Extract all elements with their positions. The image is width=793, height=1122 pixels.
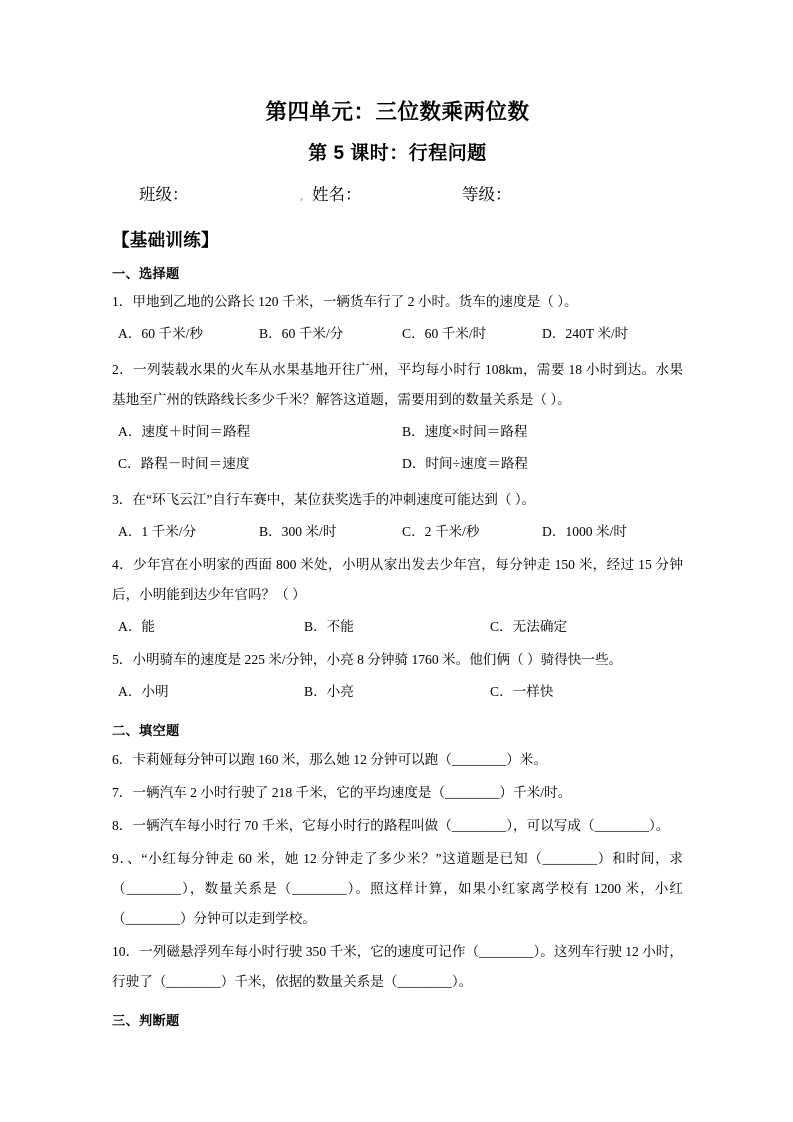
section-basic-training: 【基础训练】	[112, 229, 219, 250]
section-fill-in-blank: 二、填空题	[112, 723, 180, 739]
question-2-text: 2．一列装载水果的火车从水果基地开往广州，平均每小时行 108km，需要 18 小时到达。水果基地至广州的铁路线长多少千米？解答这道题，需要用到的数量关系是（ ）。	[112, 362, 683, 408]
question-4-text: 4．少年宫在小明家的西面 800 米处，小明从家出发去少年宫，每分钟走 150 米，经过 15 分钟后，小明能到达少年官吗？（ ）	[112, 557, 683, 603]
option-3-c[interactable]: C．2 千米/秒	[402, 524, 480, 540]
option-4-a[interactable]: A．能	[118, 619, 156, 635]
option-1-b[interactable]: B．60 千米/分	[259, 326, 344, 342]
question-4-options	[112, 610, 683, 642]
option-3-d[interactable]: D．1000 米/时	[542, 524, 627, 540]
class-label: 班级：	[139, 184, 189, 204]
question-10-text: 10．一列磁悬浮列车每小时行驶 350 千米，它的速度可记作（________）。这列车行驶 12 小时，行驶了（________）千米，依据的数量关系是（________）。	[112, 943, 683, 989]
question-1-text: 1．甲地到乙地的公路长 120 千米，一辆货车行了 2 小时。货车的速度是（ ）。	[112, 294, 578, 310]
option-2-a[interactable]: A．速度＋时间＝路程	[118, 424, 251, 440]
question-2-options-row2	[112, 447, 683, 479]
student-info-row	[112, 184, 683, 207]
option-4-b[interactable]: B．不能	[304, 619, 354, 635]
question-5-text: 5．小明骑车的速度是 225 米/分钟，小亮 8 分钟骑 1760 米。他们俩（ ）骑得快一些。	[112, 652, 623, 668]
option-1-a[interactable]: A．60 千米/秒	[118, 326, 203, 342]
page-subtitle: 第 5 课时：行程问题	[308, 142, 487, 164]
page-title: 第四单元：三位数乘两位数	[265, 100, 530, 124]
option-2-c[interactable]: C．路程－时间＝速度	[118, 456, 250, 472]
option-2-b[interactable]: B．速度×时间＝路程	[402, 424, 528, 440]
question-3-options	[112, 515, 683, 547]
option-5-a[interactable]: A．小明	[118, 684, 169, 700]
question-1-options	[112, 317, 683, 349]
option-4-c[interactable]: C．无法确定	[490, 619, 568, 635]
question-2-options-row1	[112, 415, 683, 447]
option-2-d[interactable]: D．时间÷速度＝路程	[402, 456, 529, 472]
name-label: 姓名：	[312, 184, 362, 204]
section-choice-questions: 一、选择题	[112, 265, 180, 281]
grade-label: 等级：	[462, 184, 512, 204]
question-5-options	[112, 675, 683, 707]
question-9-text: 9．、“小红每分钟走 60 米，她 12 分钟走了多少米？”这道题是已知（________）和时间，求（________），数量关系是（________）。照这样计算，如果小红家离学校有 1200 米，小红（________）分钟可以走到学校。	[112, 850, 683, 926]
question-8-text: 8．一辆汽车每小时行 70 千米，它每小时行的路程叫做（________），可以写成（________）。	[112, 817, 670, 833]
option-5-c[interactable]: C．一样快	[490, 684, 554, 700]
option-1-c[interactable]: C．60 千米/时	[402, 326, 487, 342]
document-content	[112, 0, 683, 1028]
option-5-b[interactable]: B．小亮	[304, 684, 354, 700]
section-judge-questions: 三、判断题	[112, 1012, 180, 1028]
option-3-a[interactable]: A．1 千米/分	[118, 524, 197, 540]
question-6-text: 6．卡莉娅每分钟可以跑 160 米，那么她 12 分钟可以跑（________）米。	[112, 751, 547, 767]
stray-mark-icon	[300, 198, 303, 201]
question-7-text: 7．一辆汽车 2 小时行驶了 218 千米，它的平均速度是（________）千米/时。	[112, 784, 572, 800]
option-3-b[interactable]: B．300 米/时	[259, 524, 337, 540]
option-1-d[interactable]: D．240T 米/时	[542, 326, 629, 342]
question-3-text: 3．在“环飞云江”自行车赛中，某位获奖选手的冲刺速度可能达到（ ）。	[112, 492, 536, 508]
